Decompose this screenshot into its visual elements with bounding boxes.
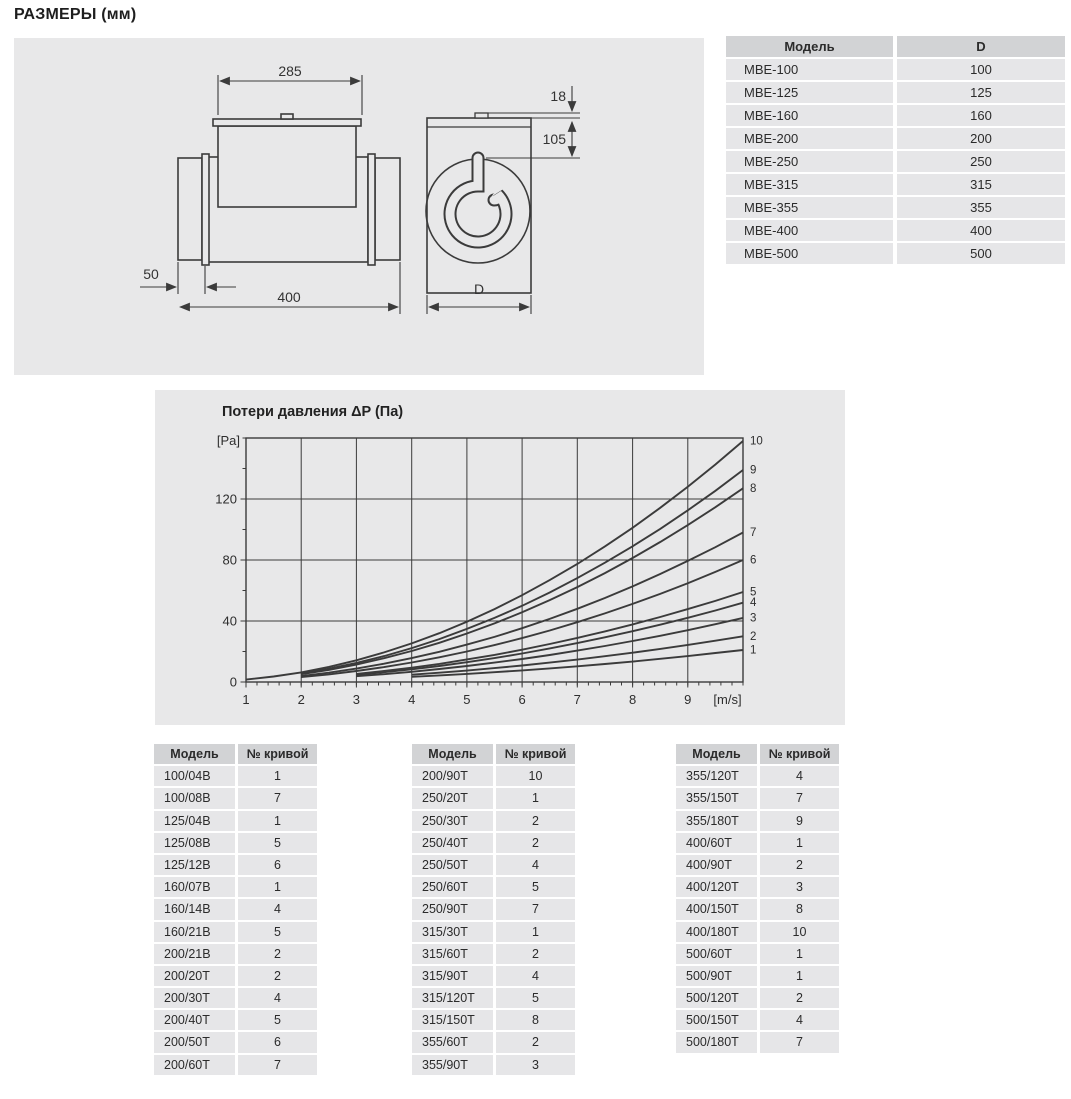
left-flange [202,154,209,265]
table-cell: 500/180T [676,1032,757,1052]
table-row [154,899,317,919]
table-cell: 315/60T [412,944,493,964]
dim-50-label: 50 [143,266,159,282]
table-row [154,988,317,1008]
table-cell: 7 [238,788,317,808]
table-cell: 2 [760,855,839,875]
table-cell: 500/90T [676,966,757,986]
table-header-row [726,36,1065,57]
header-cell: № кривой [496,744,575,764]
svg-text:2: 2 [297,692,305,707]
header-cell: Модель [726,36,893,57]
table-cell: 200/50T [154,1032,235,1052]
table-row [412,766,575,786]
right-spigot [375,158,400,260]
table-cell: 8 [760,899,839,919]
table-cell: 200/21B [154,944,235,964]
curve-label-7: 7 [750,527,757,539]
svg-text:40: 40 [222,613,237,629]
svg-text:1: 1 [242,692,250,707]
y-axis-unit: [Pa] [216,433,240,448]
header-cell: № кривой [760,744,839,764]
table-cell: 4 [238,988,317,1008]
curve-table-2 [412,744,575,1077]
table-cell: 1 [760,833,839,853]
curve-label-2: 2 [750,630,757,643]
table-row [154,1055,317,1075]
table-cell: 315/90T [412,966,493,986]
table-cell: 5 [238,1010,317,1030]
table-cell: 355/120T [676,766,757,786]
table-cell: 200/90T [412,766,493,786]
table-cell: 7 [496,899,575,919]
svg-text:120: 120 [215,491,237,507]
table-row [412,1055,575,1075]
svg-text:80: 80 [222,552,237,568]
table-cell: 2 [238,966,317,986]
front-view [426,113,531,293]
table-cell: 7 [238,1055,317,1075]
table-cell: 2 [496,811,575,831]
table-row [412,922,575,942]
table-cell: 315 [897,174,1065,195]
dimensions-drawing-panel [14,38,704,375]
front-body [427,118,531,293]
lid-knob [281,114,293,119]
table-cell: 100/04B [154,766,235,786]
table-row [412,966,575,986]
table-cell: 250/60T [412,877,493,897]
curve-table-1 [154,744,317,1077]
table-cell: 5 [238,833,317,853]
table-row [154,966,317,986]
header-cell: Модель [412,744,493,764]
table-cell: 315/30T [412,922,493,942]
table-cell: 250/50T [412,855,493,875]
table-cell: 160 [897,105,1065,126]
table-cell: 125/08B [154,833,235,853]
curve-label-5: 5 [750,586,757,599]
side-view [178,114,400,265]
header-cell: Модель [154,744,235,764]
table-cell: МВЕ-160 [726,105,893,126]
table-cell: 500/60T [676,944,757,964]
table-cell: 250/90T [412,899,493,919]
svg-text:6: 6 [518,692,526,707]
header-cell: D [897,36,1065,57]
table-row [154,877,317,897]
svg-text:7: 7 [573,692,581,707]
table-row [726,82,1065,103]
table-row [726,197,1065,218]
table-cell: 200/20T [154,966,235,986]
table-cell: 125/12B [154,855,235,875]
curve-label-6: 6 [750,554,757,567]
front-knob [475,113,488,118]
table-row [412,811,575,831]
table-row [412,855,575,875]
table-cell: 250/20T [412,788,493,808]
pressure-loss-chart-panel [155,390,845,725]
table-cell: 7 [760,1032,839,1052]
table-cell: МВЕ-355 [726,197,893,218]
table-cell: 500 [897,243,1065,264]
svg-text:9: 9 [684,692,692,707]
table-cell: 100 [897,59,1065,80]
table-cell: 160/21B [154,922,235,942]
table-cell: 2 [496,833,575,853]
table-row [676,811,839,831]
table-cell: 355/60T [412,1032,493,1052]
table-cell: 2 [760,988,839,1008]
table-row [412,944,575,964]
table-cell: 200/30T [154,988,235,1008]
dimensions-drawing-svg [14,38,704,375]
table-cell: МВЕ-315 [726,174,893,195]
table-cell: 125/04B [154,811,235,831]
table-cell: 2 [496,1032,575,1052]
model-diameter-table [726,36,1065,266]
curve-label-10: 10 [750,435,763,448]
table-cell: 315/150T [412,1010,493,1030]
svg-text:0: 0 [229,674,237,690]
table-cell: МВЕ-250 [726,151,893,172]
table-row [726,59,1065,80]
table-cell: 5 [238,922,317,942]
table-row [676,944,839,964]
table-cell: 355/90T [412,1055,493,1075]
table-cell: 125 [897,82,1065,103]
pressure-chart-svg [155,390,845,725]
table-row [154,1010,317,1030]
table-row [412,988,575,1008]
table-row [412,788,575,808]
curve-table-3 [676,744,839,1055]
table-cell: 500/150T [676,1010,757,1030]
dim-D-label: D [473,281,485,297]
table-cell: 1 [760,966,839,986]
table-row [412,899,575,919]
table-cell: 6 [238,855,317,875]
table-row [154,855,317,875]
table-cell: 250 [897,151,1065,172]
table-cell: 355 [897,197,1065,218]
dim-18-label: 18 [550,88,566,104]
table-row [412,1032,575,1052]
table-cell: 200 [897,128,1065,149]
header-cell: № кривой [238,744,317,764]
table-row [726,151,1065,172]
svg-text:8: 8 [628,692,637,707]
table-cell: 4 [760,1010,839,1030]
table-row [726,174,1065,195]
table-cell: 4 [760,766,839,786]
table-row [726,220,1065,241]
table-header-row [154,744,317,764]
table-cell: 400/60T [676,833,757,853]
table-row [726,105,1065,126]
table-cell: 250/40T [412,833,493,853]
curve-label-4: 4 [750,597,757,610]
table-row [676,1032,839,1052]
table-cell: 2 [496,944,575,964]
table-cell: 100/08B [154,788,235,808]
table-row [726,243,1065,264]
table-cell: 500/120T [676,988,757,1008]
right-flange [368,154,375,265]
header-cell: Модель [676,744,757,764]
table-row [412,1010,575,1030]
table-row [676,1010,839,1030]
table-cell: 355/180T [676,811,757,831]
curve-label-9: 9 [750,464,757,477]
table-row [412,833,575,853]
svg-text:3: 3 [352,692,361,707]
table-cell: 4 [496,855,575,875]
table-row [676,922,839,942]
table-cell: 7 [760,788,839,808]
table-row [412,877,575,897]
curve-4 [356,603,743,675]
table-cell: 1 [238,766,317,786]
table-row [676,966,839,986]
curve-label-8: 8 [750,482,757,495]
table-row [154,922,317,942]
table-row [154,833,317,853]
table-cell: 4 [496,966,575,986]
curve-label-1: 1 [750,644,757,657]
table-cell: 250/30T [412,811,493,831]
svg-text:5: 5 [463,692,471,707]
table-cell: 1 [238,877,317,897]
table-row [154,1032,317,1052]
table-cell: 10 [760,922,839,942]
svg-text:4: 4 [408,692,416,707]
heating-element-coil-inner [450,158,506,242]
table-cell: МВЕ-400 [726,220,893,241]
table-cell: 160/14B [154,899,235,919]
table-cell: 400/120T [676,877,757,897]
table-cell: 1 [496,788,575,808]
table-cell: 315/120T [412,988,493,1008]
table-cell: 1 [238,811,317,831]
table-cell: 6 [238,1032,317,1052]
table-cell: 9 [760,811,839,831]
table-cell: 355/150T [676,788,757,808]
table-cell: 200/40T [154,1010,235,1030]
table-row [676,833,839,853]
table-cell: 400/180T [676,922,757,942]
table-cell: 160/07B [154,877,235,897]
table-row [154,944,317,964]
terminal-box [218,126,356,207]
table-cell: 3 [496,1055,575,1075]
terminal-box-lid [213,119,361,126]
table-cell: 10 [496,766,575,786]
table-row [154,766,317,786]
chart-title: Потери давления ΔP (Па) [222,404,404,420]
page-title: РАЗМЕРЫ (мм) [14,6,137,23]
table-row [676,988,839,1008]
table-row [676,766,839,786]
table-cell: 1 [496,922,575,942]
table-row [676,855,839,875]
table-cell: МВЕ-125 [726,82,893,103]
dim-285-label: 285 [278,63,302,79]
dim-400-label: 400 [277,289,301,305]
table-cell: 400/90T [676,855,757,875]
table-cell: 5 [496,877,575,897]
table-row [154,811,317,831]
x-axis-unit: [m/s] [713,692,742,707]
table-row [154,788,317,808]
table-cell: 2 [238,944,317,964]
table-header-row [412,744,575,764]
table-cell: 400/150T [676,899,757,919]
table-cell: 1 [760,944,839,964]
table-row [676,788,839,808]
table-cell: 3 [760,877,839,897]
table-cell: МВЕ-500 [726,243,893,264]
table-cell: МВЕ-200 [726,128,893,149]
dim-105-label: 105 [542,131,566,147]
table-cell: 5 [496,988,575,1008]
table-cell: 400 [897,220,1065,241]
table-cell: 200/60T [154,1055,235,1075]
table-header-row [676,744,839,764]
table-cell: МВЕ-100 [726,59,893,80]
table-cell: 4 [238,899,317,919]
table-row [726,128,1065,149]
table-row [676,899,839,919]
left-spigot [178,158,202,260]
curve-label-3: 3 [750,612,757,625]
table-row [676,877,839,897]
table-cell: 8 [496,1010,575,1030]
